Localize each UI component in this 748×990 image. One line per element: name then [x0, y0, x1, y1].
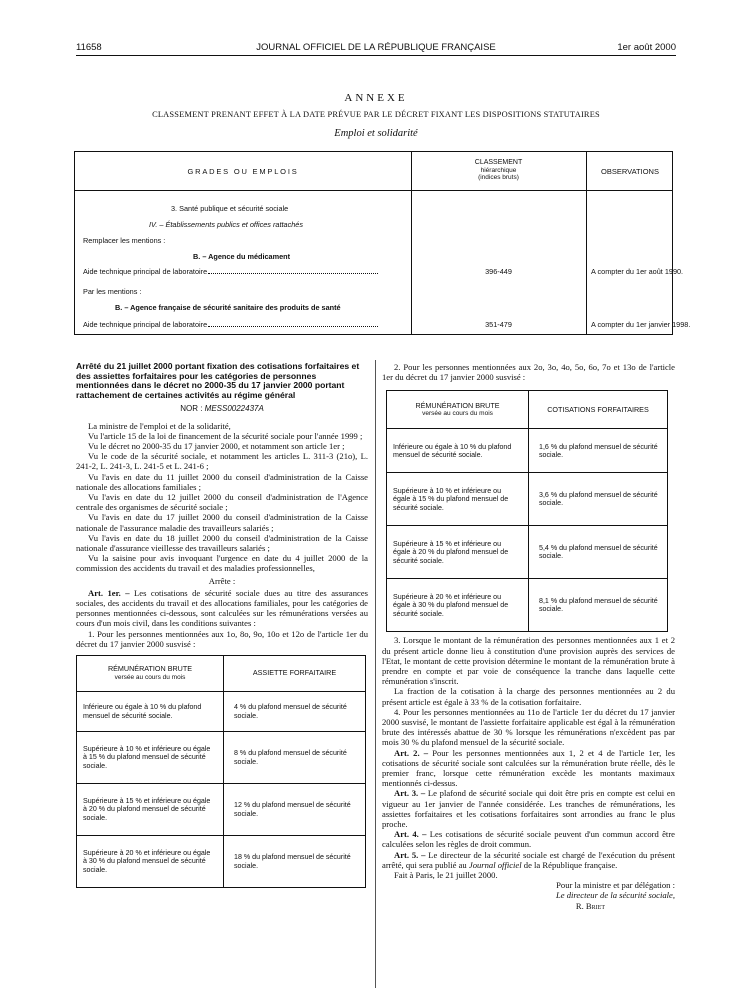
agency-old: B. – Agence du médicament: [193, 252, 291, 261]
right-column: [382, 362, 675, 911]
header-cotisations: COTISATIONS FORFAITAIRES: [529, 391, 668, 429]
assiette-table: [76, 655, 366, 888]
nor-code: MESS0022437A: [204, 404, 264, 414]
header-classement: CLASSEMENT hiérarchique (indices bruts): [474, 159, 523, 181]
article-2: Art. 2. – Pour les personnes mentionnées aux 1, 2 et 4 de l'article 1er, les cotisations de sécurité sociale sont calculées sur la rémunération brute réelle, dès le premier franc, lorsque cette rémunération excède les montants maximaux mentionnés ci-dessus.: [382, 747, 675, 789]
signature-line-2: Le directeur de la sécurité sociale,: [555, 890, 675, 901]
classement-row-1: 396-449: [485, 267, 512, 276]
header-assiette: ASSIETTE FORFAITAIRE: [224, 656, 366, 692]
table-header-row: [387, 391, 668, 429]
grades-table: [74, 151, 691, 335]
table-row: Supérieure à 10 % et inférieure ou égale à 15 % du plafond mensuel de sécurité sociale. 3,6 % du plafond mensuel de sécurité sociale.: [387, 473, 668, 526]
grade-row-2: Aide technique principal de laboratoire: [83, 320, 378, 329]
signatory-name: R. Briet: [575, 900, 605, 911]
journal-officiel-ref: Journal officiel: [468, 859, 522, 870]
subsection-heading: IV. – Établissements publics et offices rattachés: [149, 220, 303, 229]
visa-1: Vu l'article 15 de la loi de financement de la sécurité sociale pour l'année 1999 ;: [88, 430, 363, 441]
header-remuneration: RÉMUNÉRATION BRUTE versée au cours du mois: [387, 391, 529, 429]
article-1: Art. 1er. – Les cotisations de sécurité sociale dues au titre des assurances sociales, des accidents du travail et des allocations familiales, pour les catégories de personnes mentionnées ci-dessous, sont calculées sur les rémunérations versées au cours d'un mois civil, dans les conditions suivantes :: [76, 587, 368, 629]
fraction-paragraph: La fraction de la cotisation à la charge des personnes mentionnées au 2 du présent article est égale à 33 % de la cotisation forfaitaire.: [382, 686, 675, 707]
observation-row-1: A compter du 1er août 1990.: [591, 267, 684, 276]
arrete-title: Arrêté du 21 juillet 2000 portant fixation des cotisations forfaitaires et des assiettes forfaitaires pour les catégories de personnes mentionnées dans le décret no 2000-35 du 17 janvier 2000 portant rattachement de certaines activités au régime général: [76, 361, 360, 400]
arrete-label: Arrête :: [208, 575, 236, 586]
table-row: Supérieure à 15 % et inférieure ou égale à 20 % du plafond mensuel de sécurité sociale. 5,4 % du plafond mensuel de sécurité sociale.: [387, 526, 668, 579]
header-grades: GRADES OU EMPLOIS: [187, 167, 299, 176]
header-observations: OBSERVATIONS: [601, 167, 659, 176]
visa-3: Vu le code de la sécurité sociale, et notamment les articles L. 311-3 (21o), L. 241-2, L. 241-3, L. 241-5 et L. 241-6 ;: [76, 451, 368, 472]
article-4: Art. 4. – Les cotisations de sécurité sociale peuvent d'un commun accord être calculées selon les règles de droit commun.: [382, 829, 675, 850]
annexe-title: ANNEXE: [344, 92, 408, 104]
nor-reference: NOR : MESS0022437A: [180, 404, 264, 414]
by-label: Par les mentions :: [83, 287, 142, 296]
visa-5: Vu l'avis en date du 12 juillet 2000 du conseil d'administration de l'Agence centrale des organismes de sécurité sociale ;: [76, 492, 368, 513]
replace-label: Remplacer les mentions :: [83, 236, 166, 245]
column-separator: [375, 360, 376, 988]
article-2-label: Art. 2. –: [394, 747, 429, 758]
ministry-heading: Emploi et solidarité: [334, 128, 418, 139]
article-4-label: Art. 4. –: [394, 829, 427, 840]
section-heading: 3. Santé publique et sécurité sociale: [171, 204, 289, 213]
column-divider: [586, 152, 587, 334]
leader-dots: [208, 268, 378, 274]
observation-row-2: A compter du 1er janvier 1998.: [591, 320, 691, 329]
table-row: Supérieure à 20 % et inférieure ou égale à 30 % du plafond mensuel de sécurité sociale. 8,1 % du plafond mensuel de sécurité sociale.: [387, 579, 668, 632]
page-header: [76, 42, 676, 56]
leader-dots: [208, 321, 378, 327]
article-1-label: Art. 1er. –: [88, 587, 130, 598]
signature-block: [382, 880, 675, 911]
point-4: 4. Pour les personnes mentionnées au 11o de l'article 1er du décret du 17 janvier 2000 susvisé, le montant de l'assiette forfaitaire applicable est égal à la rémunération brute des intéressés abattue de 30 % lorsque les rémunérations n'excèdent pas par mois 30 % du plafond mensuel de la sécurité sociale.: [382, 706, 675, 748]
header-remuneration: RÉMUNÉRATION BRUTE versée au cours du mois: [77, 656, 224, 692]
annexe-subtitle: CLASSEMENT PRENANT EFFET À LA DATE PRÉVUE PAR LE DÉCRET FIXANT LES DISPOSITIONS STATUTAIRES: [152, 110, 600, 119]
table-row: Supérieure à 15 % et inférieure ou égale à 20 % du plafond mensuel de sécurité sociale. 12 % du plafond mensuel de sécurité sociale.: [77, 784, 366, 836]
publication-date: 1er août 2000: [617, 42, 676, 53]
classement-row-2: 351-479: [485, 320, 512, 329]
agency-new: B. – Agence française de sécurité sanitaire des produits de santé: [115, 303, 341, 312]
cotisations-table: [386, 390, 668, 632]
table-header-row: [77, 656, 366, 692]
page-number: 11658: [76, 42, 102, 53]
point-3: 3. Lorsque le montant de la rémunération des personnes mentionnées aux 1 et 2 du présent article donne lieu à constitution d'une provision auprès des services de l'Etat, le montant de cette provision détermine le montant de la rémunération brute à prendre en compte et par voie de conséquence la tranche dans laquelle cette rémunération s'inscrit.: [382, 635, 675, 687]
signature-line-1: Pour la ministre et par délégation :: [556, 880, 675, 891]
visa-6: Vu l'avis en date du 17 juillet 2000 du conseil d'administration de la Caisse nationale de l'assurance maladie des travailleurs salariés ;: [76, 512, 368, 533]
article-5: Art. 5. – Le directeur de la sécurité sociale est chargé de l'exécution du présent arrêté, qui sera publié au Journal officiel de la République française.: [382, 849, 675, 870]
article-5-label: Art. 5. –: [394, 849, 426, 860]
table-row: Inférieure ou égale à 10 % du plafond mensuel de sécurité sociale. 4 % du plafond mensuel de sécurité sociale.: [77, 692, 366, 732]
point-1: 1. Pour les personnes mentionnées aux 1o, 8o, 9o, 10o et 12o de l'article 1er du décret du 17 janvier 2000 susvisé :: [76, 628, 368, 649]
visa-4: Vu l'avis en date du 11 juillet 2000 du conseil d'administration de la Caisse nationale des allocations familiales ;: [76, 471, 368, 492]
article-3-label: Art. 3. –: [394, 788, 426, 799]
table-row: Inférieure ou égale à 10 % du plafond mensuel de sécurité sociale. 1,6 % du plafond mensuel de sécurité sociale.: [387, 429, 668, 473]
point-2: 2. Pour les personnes mentionnées aux 2o, 3o, 4o, 5o, 6o, 7o et 13o de l'article 1er du décret du 17 janvier 2000 susvisé :: [382, 362, 675, 383]
visa-0: La ministre de l'emploi et de la solidarité,: [88, 420, 231, 431]
visa-8: Vu la saisine pour avis invoquant l'urgence en date du 4 juillet 2000 de la commission des accidents du travail et des maladies professionnelles,: [76, 553, 368, 574]
fait-a-paris: Fait à Paris, le 21 juillet 2000.: [394, 870, 498, 881]
left-column: [76, 362, 368, 888]
journal-title: JOURNAL OFFICIEL DE LA RÉPUBLIQUE FRANÇAISE: [256, 42, 496, 53]
header-rule: [76, 55, 676, 56]
table-row: Supérieure à 10 % et inférieure ou égale à 15 % du plafond mensuel de sécurité sociale. 8 % du plafond mensuel de sécurité sociale.: [77, 732, 366, 784]
table-row: Supérieure à 20 % et inférieure ou égale à 30 % du plafond mensuel de sécurité sociale. 18 % du plafond mensuel de sécurité sociale.: [77, 836, 366, 888]
grade-row-1: Aide technique principal de laboratoire: [83, 267, 378, 276]
visa-2: Vu le décret no 2000-35 du 17 janvier 2000, et notamment son article 1er ;: [88, 440, 345, 451]
visa-7: Vu l'avis en date du 18 juillet 2000 du conseil d'administration de la Caisse nationale d'assurance vieillesse des travailleurs salariés ;: [76, 532, 368, 554]
article-3: Art. 3. – Le plafond de sécurité sociale qui doit être pris en compte est celui en vigueur au 1er janvier de l'année considérée. Les tranches de rémunérations, les assiettes forfaitaires et les cotisations forfaitaires sont arrondies au franc le plus proche.: [382, 788, 675, 830]
